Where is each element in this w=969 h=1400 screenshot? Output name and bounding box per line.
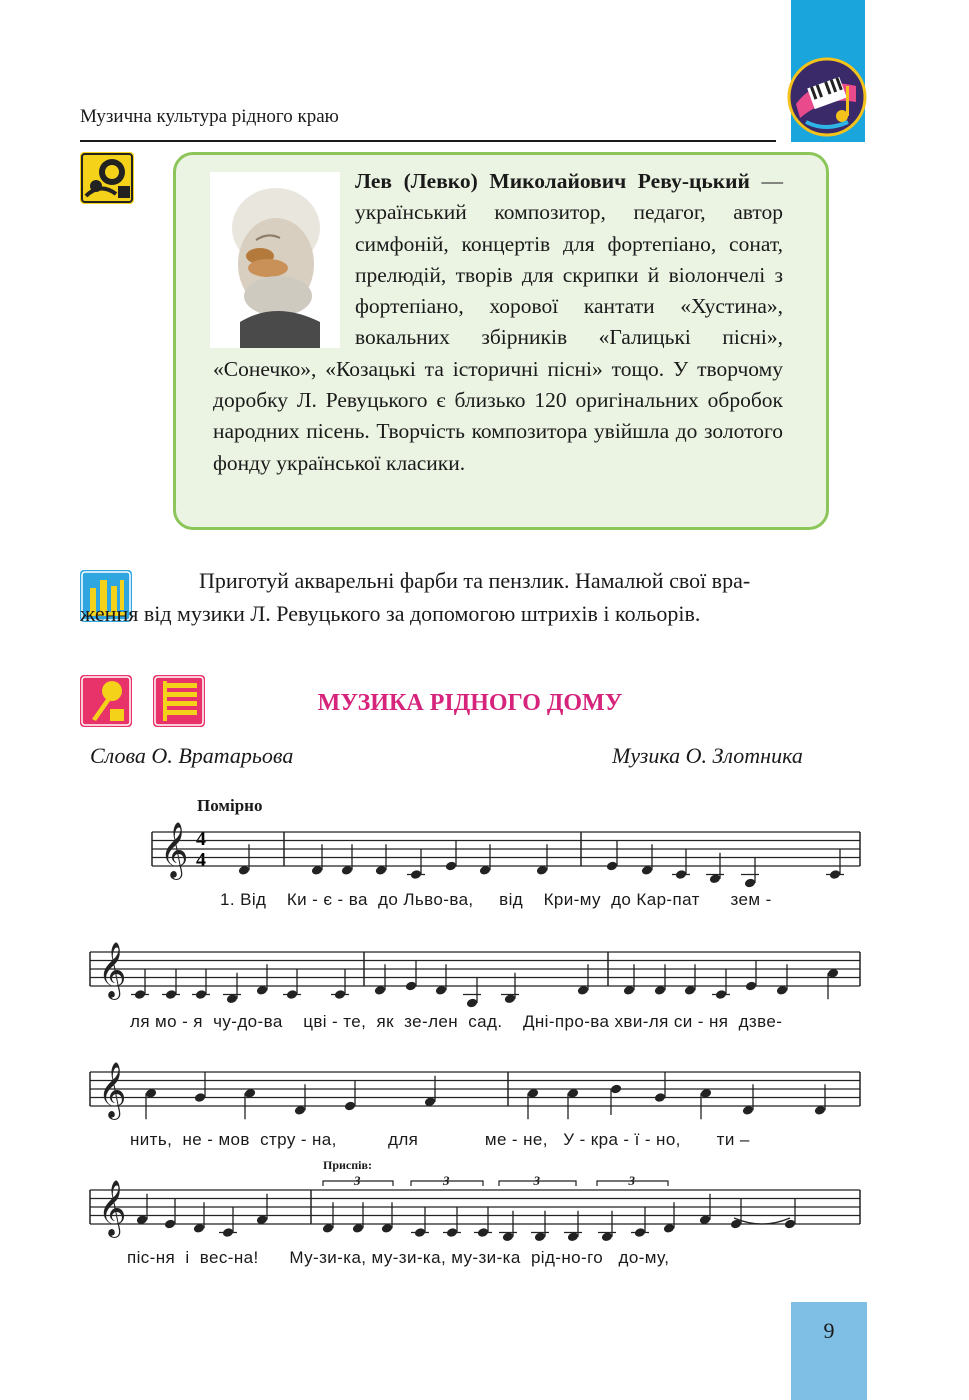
time-signature-bottom: 4 (196, 849, 206, 871)
treble-clef: 𝄞 (98, 942, 127, 998)
treble-clef: 𝄞 (160, 822, 189, 878)
task-line-2: ження від музики Л. Ревуцького за допомогою штрихів і кольорів. (80, 601, 701, 626)
tie (734, 1218, 790, 1224)
composer-name: Лев (Левко) Миколайович Реву-цький (355, 169, 750, 193)
chorus-label: Приспів: (323, 1158, 372, 1172)
treble-clef: 𝄞 (98, 1062, 127, 1118)
biography-body: — український композитор, педагог, автор симфоній, концертів для фортепіано, сонат, прелюдій, творів для скрипки й віолончелі з фортепіано, хорової кантати «Хустина», вокальних збірників «Галицькі пісні», «Сонечко», «Козацькі та історичні пісні» тощо. У творчому доробку Л. Ревуцького є близько 120 оригінальних обробок народних пісень. Творчість композитора увійшла до золотого фонду української класики. (213, 169, 783, 475)
time-signature-top: 4 (196, 828, 206, 850)
lyrics-credit: Слова О. Вратарьова (90, 743, 294, 768)
song-title: МУЗИКА РІДНОГО ДОМУ (317, 690, 623, 716)
tempo-marking: Помірно (197, 796, 263, 815)
page-number-tab (791, 1302, 867, 1400)
lyric-line-1: 1. Від Ки - є - ва до Льво-ва, від Кри-му до Кар-пат зем - (220, 890, 772, 909)
music-credit: Музика О. Злотника (612, 743, 803, 768)
triplet-number: 3 (354, 1173, 361, 1188)
page-number: 9 (823, 1318, 835, 1343)
lyric-line-2: ля мо - я чу-до-ва цві - те, як зе-лен сад. Дні-про-ва хви-ля си - ня дзве- (130, 1012, 783, 1031)
chapter-title: Музична культура рідного краю (80, 106, 339, 127)
lyric-line-3: нить, не - мов стру - на, для ме - не, У - кра - ї - но, ти – (130, 1130, 750, 1149)
lyric-line-4: піс-ня і вес-на! Му-зи-ка, му-зи-ка, му-зи-ка рід-но-го до-му, (127, 1248, 670, 1267)
triplet-number: 3 (628, 1173, 635, 1188)
treble-clef: 𝄞 (98, 1180, 127, 1236)
task-line-1: Приготуй акварельні фарби та пензлик. Намалюй свої вра- (199, 568, 751, 593)
triplet-number: 3 (443, 1173, 450, 1188)
triplet-number: 3 (533, 1173, 540, 1188)
